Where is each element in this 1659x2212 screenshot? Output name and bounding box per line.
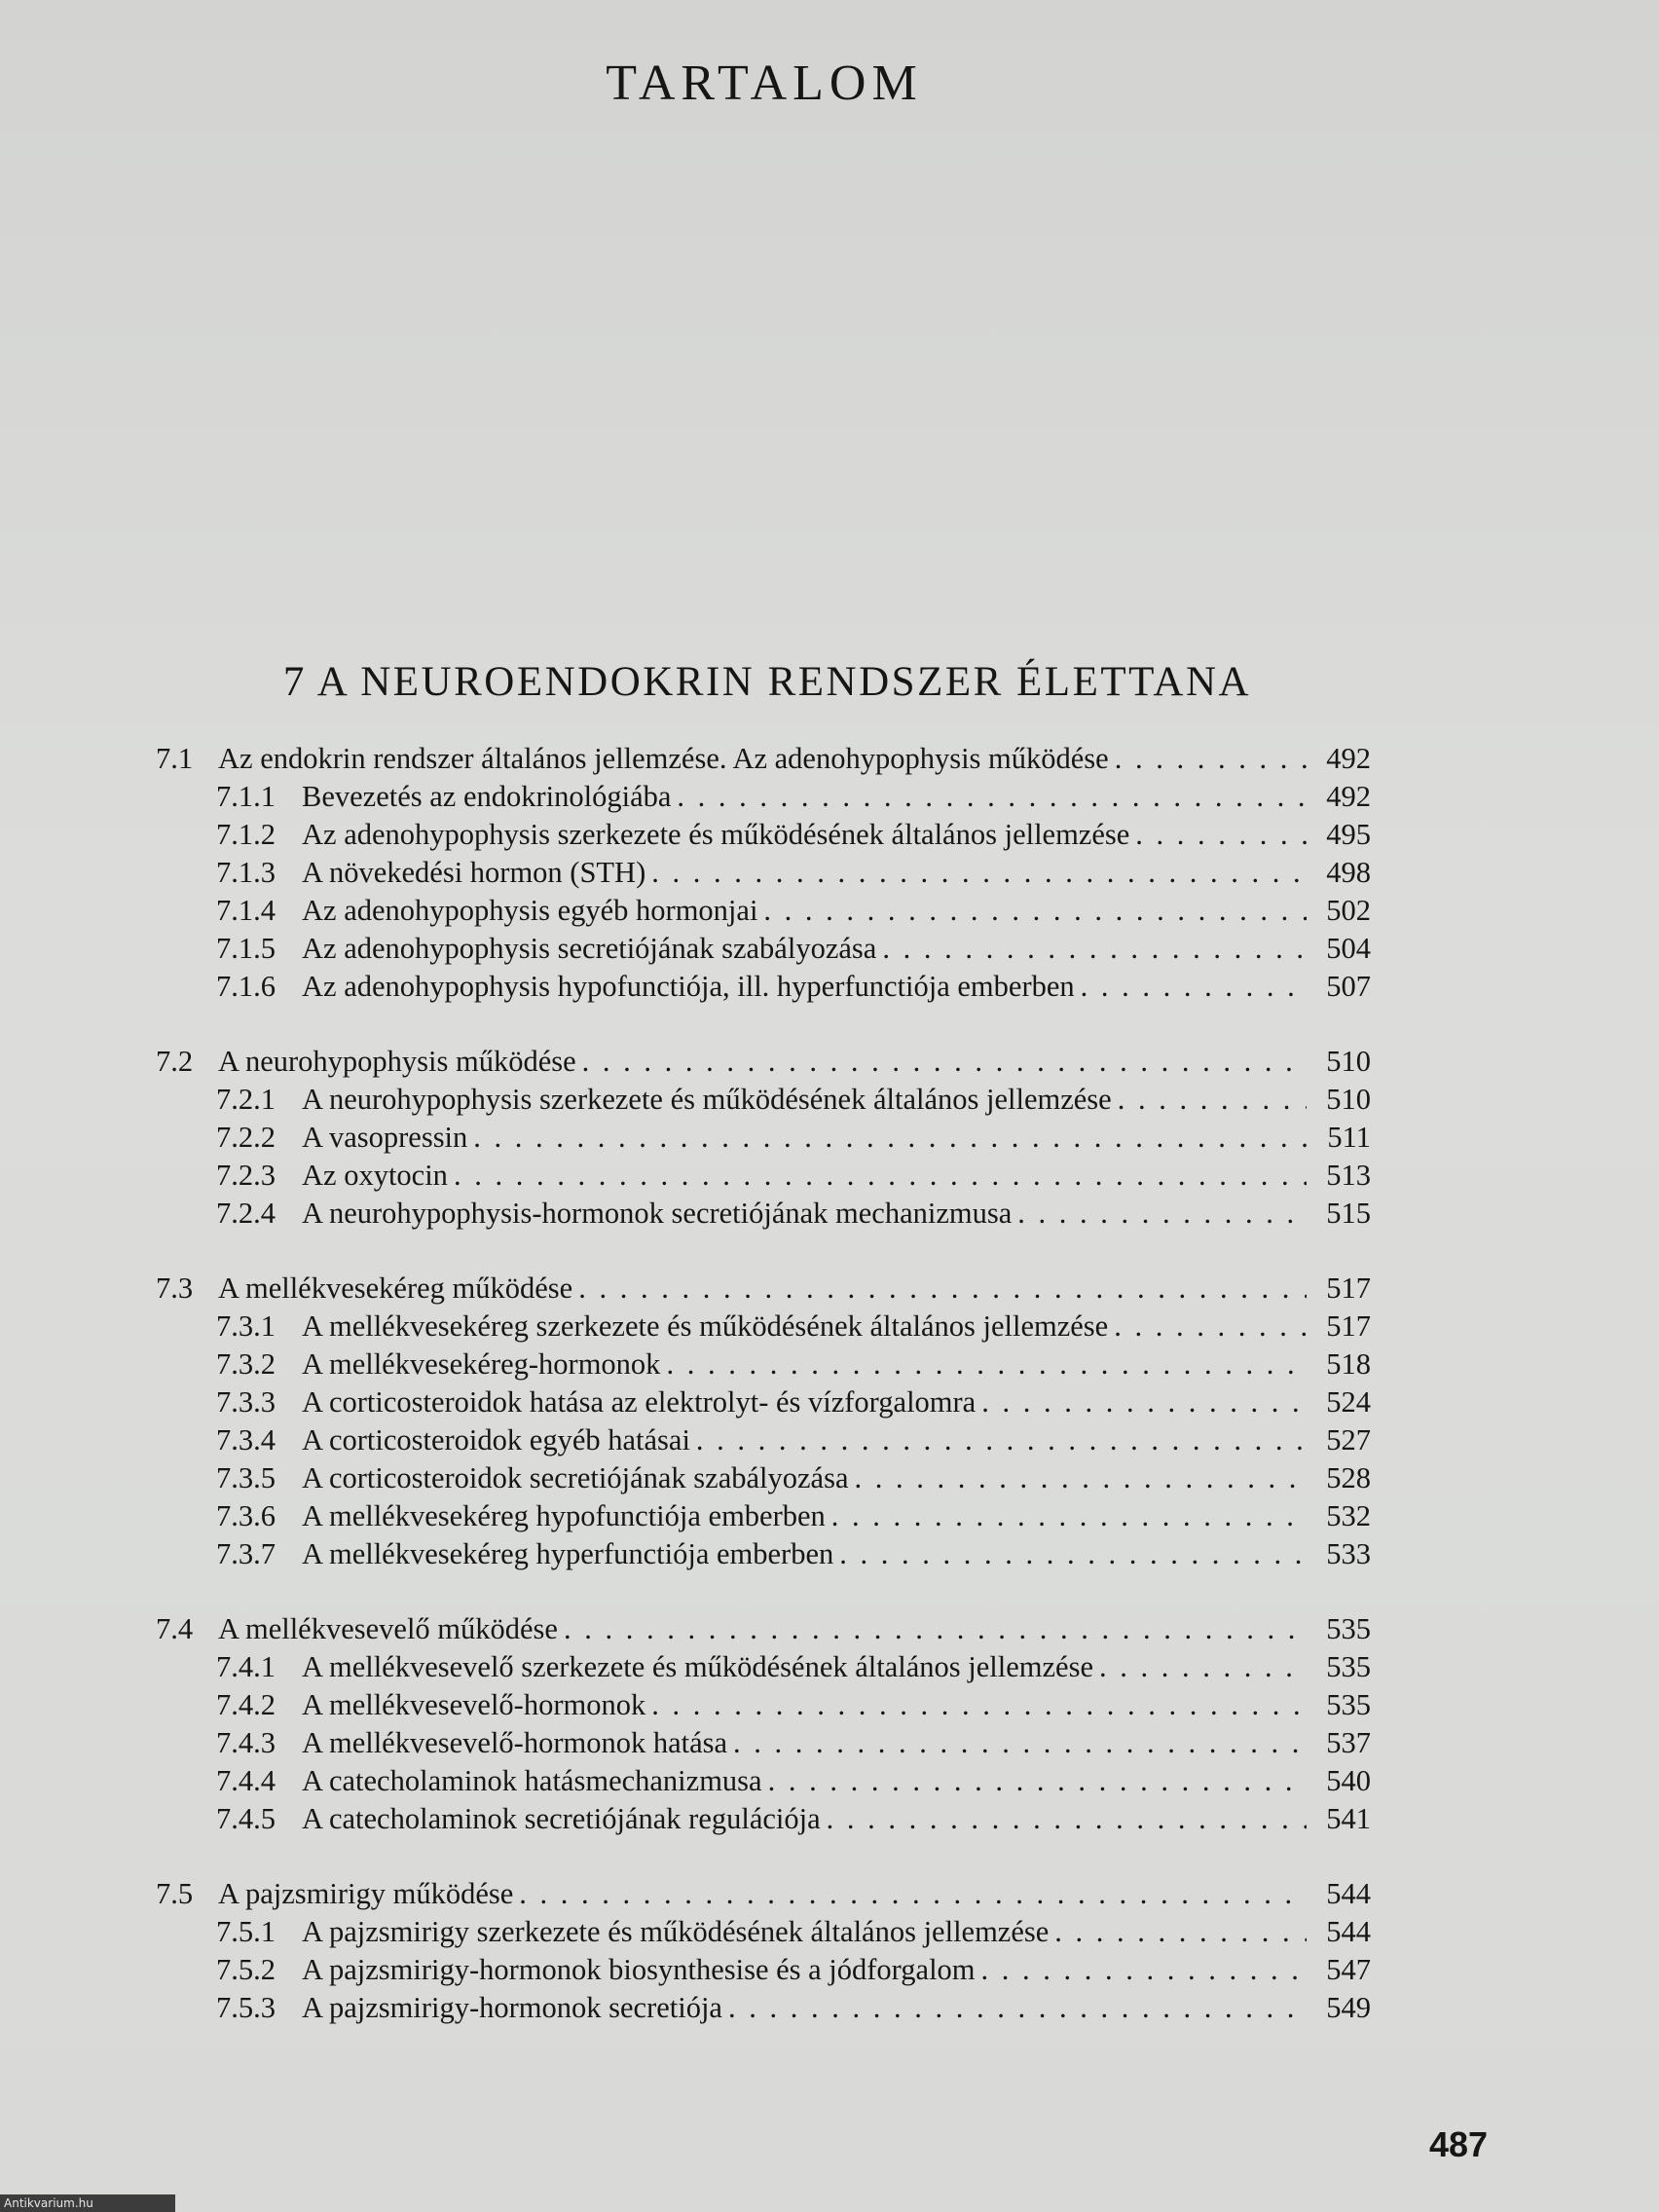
toc-section: [156, 1045, 1371, 1235]
entry-page: 495: [1326, 818, 1371, 851]
toc-subsection-row: [156, 1385, 1371, 1423]
entry-number: 7.1.2: [216, 818, 276, 851]
entry-page: 528: [1326, 1461, 1371, 1494]
chapter-title: 7 A NEUROENDOKRIN RENDSZER ÉLETTANA: [282, 659, 1252, 705]
toc-section: [156, 1272, 1371, 1575]
entry-label: A corticosteroidok secretiójának szabályozása: [302, 1461, 849, 1494]
leader-dots: [733, 1726, 1307, 1760]
entry-label: A mellékvesevelő működése: [218, 1612, 558, 1645]
toc-section-row: [156, 1612, 1371, 1650]
toc-subsection-row: [156, 780, 1371, 818]
leader-dots: [827, 1802, 1307, 1836]
entry-number: 7.4.5: [216, 1802, 276, 1835]
entry-number: 7.3: [156, 1272, 194, 1305]
leader-dots: [1118, 1083, 1307, 1117]
toc-subsection-row: [156, 1121, 1371, 1159]
entry-number: 7.2: [156, 1045, 194, 1078]
entry-number: 7.3.6: [216, 1499, 276, 1532]
entry-number: 7.4: [156, 1612, 194, 1645]
entry-page: 549: [1326, 1991, 1371, 2024]
toc-subsection-row: [156, 1083, 1371, 1121]
entry-number: 7.1.6: [216, 970, 276, 1003]
entry-number: 7.2.1: [216, 1083, 276, 1116]
leader-dots: [728, 1991, 1307, 2025]
leader-dots: [651, 856, 1307, 890]
entry-number: 7.1: [156, 742, 194, 775]
entry-number: 7.1.5: [216, 932, 276, 965]
page-title: TARTALOM: [606, 55, 923, 111]
entry-number: 7.4.2: [216, 1688, 276, 1721]
entry-label: Bevezetés az endokrinológiába: [302, 780, 672, 813]
leader-dots: [854, 1461, 1307, 1495]
leader-dots: [578, 1272, 1307, 1306]
entry-page: 510: [1326, 1045, 1371, 1078]
leader-dots: [981, 1385, 1307, 1419]
entry-label: A növekedési hormon (STH): [302, 856, 646, 889]
leader-dots: [1099, 1650, 1307, 1684]
entry-page: 541: [1326, 1802, 1371, 1835]
entry-label: Az oxytocin: [302, 1159, 448, 1192]
leader-dots: [677, 780, 1307, 814]
toc-subsection-row: [156, 1461, 1371, 1499]
entry-page: 544: [1326, 1877, 1371, 1910]
entry-number: 7.4.3: [216, 1726, 276, 1759]
entry-label: Az endokrin rendszer általános jellemzése. Az adenohypophysis működése: [218, 742, 1109, 775]
toc-subsection-row: [156, 1764, 1371, 1802]
entry-page: 544: [1326, 1915, 1371, 1948]
entry-label: Az adenohypophysis hypofunctiója, ill. hyperfunctiója emberben: [302, 970, 1075, 1003]
leader-dots: [582, 1045, 1307, 1079]
entry-number: 7.5.3: [216, 1991, 276, 2024]
entry-label: A neurohypophysis működése: [218, 1045, 576, 1078]
entry-number: 7.2.4: [216, 1197, 276, 1230]
toc-section-row: [156, 742, 1371, 780]
leader-dots: [666, 1347, 1307, 1382]
entry-page: 527: [1326, 1423, 1371, 1456]
toc-section-row: [156, 1045, 1371, 1083]
entry-page: 517: [1326, 1272, 1371, 1305]
entry-label: A mellékvesekéreg-hormonok: [302, 1347, 661, 1381]
leader-dots: [519, 1877, 1307, 1911]
entry-label: A vasopressin: [302, 1121, 468, 1154]
leader-dots: [1135, 818, 1307, 852]
entry-page: 511: [1327, 1121, 1371, 1154]
entry-page: 533: [1326, 1537, 1371, 1570]
leader-dots: [1081, 970, 1307, 1004]
toc-subsection-row: [156, 1159, 1371, 1197]
toc-subsection-row: [156, 1423, 1371, 1461]
entry-page: 515: [1326, 1197, 1371, 1230]
toc-subsection-row: [156, 1991, 1371, 2029]
entry-number: 7.2.2: [216, 1121, 276, 1154]
entry-label: Az adenohypophysis secretiójának szabályozása: [302, 932, 877, 965]
entry-label: A neurohypophysis szerkezete és működésének általános jellemzése: [302, 1083, 1112, 1116]
leader-dots: [981, 1953, 1307, 1987]
leader-dots: [473, 1121, 1307, 1155]
leader-dots: [696, 1423, 1307, 1457]
toc-subsection-row: [156, 1347, 1371, 1385]
entry-label: A pajzsmirigy szerkezete és működésének általános jellemzése: [302, 1915, 1050, 1948]
entry-label: A catecholaminok secretiójának regulációja: [302, 1802, 821, 1835]
toc-section-row: [156, 1877, 1371, 1915]
entry-number: 7.5: [156, 1877, 194, 1910]
entry-label: A mellékvesevelő-hormonok: [302, 1688, 646, 1721]
toc-section: [156, 1612, 1371, 1840]
entry-number: 7.3.2: [216, 1347, 276, 1381]
entry-label: Az adenohypophysis szerkezete és működésének általános jellemzése: [302, 818, 1130, 851]
entry-page: 535: [1326, 1650, 1371, 1683]
toc-subsection-row: [156, 1915, 1371, 1953]
entry-page: 513: [1326, 1159, 1371, 1192]
leader-dots: [651, 1688, 1307, 1722]
entry-number: 7.3.3: [216, 1385, 276, 1419]
leader-dots: [1114, 1309, 1307, 1344]
entry-number: 7.3.4: [216, 1423, 276, 1456]
toc-subsection-row: [156, 856, 1371, 894]
leader-dots: [768, 1764, 1307, 1798]
entry-label: A pajzsmirigy-hormonok biosynthesise és a jódforgalom: [302, 1953, 976, 1986]
leader-dots: [882, 932, 1307, 966]
entry-page: 492: [1326, 742, 1371, 775]
entry-number: 7.3.5: [216, 1461, 276, 1494]
toc-section-row: [156, 1272, 1371, 1309]
toc-subsection-row: [156, 1726, 1371, 1764]
toc-subsection-row: [156, 1197, 1371, 1235]
entry-label: A corticosteroidok hatása az elektrolyt- és vízforgalomra: [302, 1385, 977, 1419]
entry-page: 507: [1326, 970, 1371, 1003]
entry-page: 535: [1326, 1612, 1371, 1645]
entry-label: A mellékvesekéreg hypofunctiója emberben: [302, 1499, 826, 1532]
table-of-contents: [156, 742, 1371, 2066]
leader-dots: [839, 1537, 1307, 1571]
toc-subsection-row: [156, 894, 1371, 932]
entry-label: A pajzsmirigy működése: [218, 1877, 514, 1910]
toc-subsection-row: [156, 932, 1371, 970]
leader-dots: [763, 894, 1307, 928]
leader-dots: [564, 1612, 1307, 1646]
toc-subsection-row: [156, 1953, 1371, 1991]
toc-subsection-row: [156, 818, 1371, 856]
leader-dots: [1115, 742, 1307, 776]
watermark-label: Antikvarium.hu: [0, 2194, 175, 2212]
entry-label: Az adenohypophysis egyéb hormonjai: [302, 894, 758, 927]
entry-label: A mellékvesevelő szerkezete és működésének általános jellemzése: [302, 1650, 1093, 1683]
toc-section: [156, 1877, 1371, 2029]
entry-page: 547: [1326, 1953, 1371, 1986]
entry-number: 7.1.3: [216, 856, 276, 889]
entry-page: 518: [1326, 1347, 1371, 1381]
entry-number: 7.3.1: [216, 1309, 276, 1343]
entry-label: A neurohypophysis-hormonok secretiójának mechanizmusa: [302, 1197, 1013, 1230]
entry-label: A mellékvesekéreg szerkezete és működésének általános jellemzése: [302, 1309, 1109, 1343]
entry-page: 535: [1326, 1688, 1371, 1721]
leader-dots: [1054, 1915, 1307, 1949]
entry-page: 502: [1326, 894, 1371, 927]
entry-number: 7.1.1: [216, 780, 276, 813]
leader-dots: [1017, 1197, 1307, 1231]
entry-label: A mellékvesekéreg működése: [218, 1272, 573, 1305]
entry-label: A mellékvesekéreg hyperfunctiója emberben: [302, 1537, 834, 1570]
entry-label: A corticosteroidok egyéb hatásai: [302, 1423, 690, 1456]
entry-number: 7.5.1: [216, 1915, 276, 1948]
entry-number: 7.1.4: [216, 894, 276, 927]
entry-page: 498: [1326, 856, 1371, 889]
entry-number: 7.2.3: [216, 1159, 276, 1192]
toc-subsection-row: [156, 1309, 1371, 1347]
leader-dots: [831, 1499, 1307, 1533]
toc-subsection-row: [156, 1802, 1371, 1840]
toc-section: [156, 742, 1371, 1008]
entry-number: 7.4.1: [216, 1650, 276, 1683]
toc-subsection-row: [156, 1688, 1371, 1726]
leader-dots: [454, 1159, 1307, 1193]
entry-page: 510: [1326, 1083, 1371, 1116]
toc-subsection-row: [156, 1499, 1371, 1537]
entry-page: 492: [1326, 780, 1371, 813]
entry-number: 7.5.2: [216, 1953, 276, 1986]
entry-page: 537: [1326, 1726, 1371, 1759]
entry-page: 517: [1326, 1309, 1371, 1343]
entry-number: 7.4.4: [216, 1764, 276, 1797]
page-number: 487: [1429, 2124, 1489, 2164]
toc-subsection-row: [156, 970, 1371, 1008]
entry-label: A pajzsmirigy-hormonok secretiója: [302, 1991, 722, 2024]
entry-label: A mellékvesevelő-hormonok hatása: [302, 1726, 728, 1759]
entry-page: 504: [1326, 932, 1371, 965]
toc-subsection-row: [156, 1650, 1371, 1688]
entry-label: A catecholaminok hatásmechanizmusa: [302, 1764, 762, 1797]
entry-number: 7.3.7: [216, 1537, 276, 1570]
entry-page: 524: [1326, 1385, 1371, 1419]
entry-page: 540: [1326, 1764, 1371, 1797]
entry-page: 532: [1326, 1499, 1371, 1532]
toc-subsection-row: [156, 1537, 1371, 1575]
